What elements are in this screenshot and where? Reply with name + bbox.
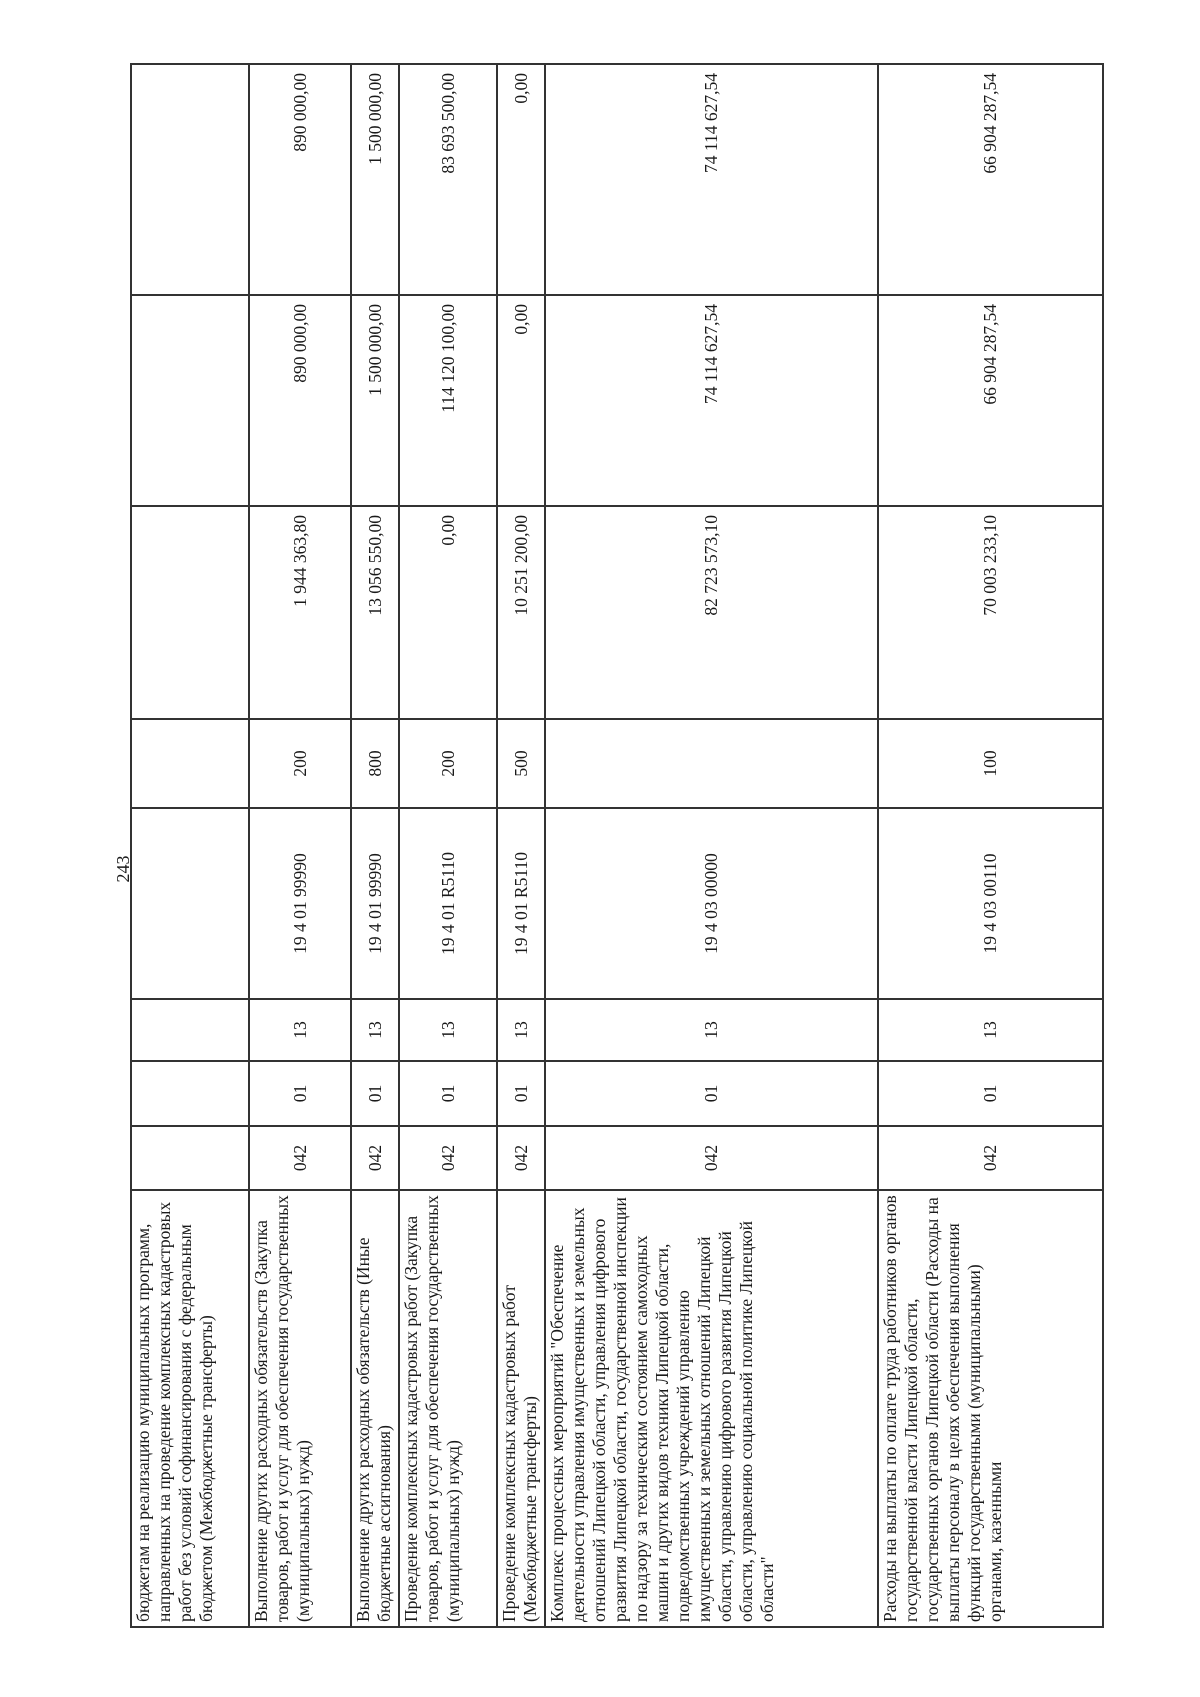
- amount-3: 890 000,00: [249, 64, 351, 295]
- amount-2: [131, 295, 249, 506]
- amount-3: 83 693 500,00: [399, 64, 497, 295]
- pr-code: 13: [249, 999, 351, 1061]
- table-row: [545, 64, 878, 1627]
- row-description: Проведение комплексных кадастровых работ (Межбюджетные трансферты): [497, 1190, 545, 1627]
- vr-code: 100: [878, 719, 1103, 808]
- amount-1: 10 251 200,00: [497, 506, 545, 719]
- pr-code: 13: [878, 999, 1103, 1061]
- row-description: Выполнение других расходных обязательств (Иные бюджетные ассигнования): [351, 1190, 399, 1627]
- table-row: [399, 64, 497, 1627]
- amount-2: 890 000,00: [249, 295, 351, 506]
- ved-code: 042: [249, 1126, 351, 1190]
- budget-table: [130, 63, 1104, 1628]
- table-row: [497, 64, 545, 1627]
- vr-code: [545, 719, 878, 808]
- amount-1: 1 944 363,80: [249, 506, 351, 719]
- vr-code: 500: [497, 719, 545, 808]
- amount-3: 0,00: [497, 64, 545, 295]
- amount-1: 0,00: [399, 506, 497, 719]
- table-row: [131, 64, 249, 1627]
- rz-code: 01: [545, 1061, 878, 1126]
- rz-code: 01: [399, 1061, 497, 1126]
- rz-code: 01: [497, 1061, 545, 1126]
- pr-code: [131, 999, 249, 1061]
- table-row: [878, 64, 1103, 1627]
- vr-code: 200: [249, 719, 351, 808]
- pr-code: 13: [497, 999, 545, 1061]
- row-description: Выполнение других расходных обязательств (Закупка товаров, работ и услуг для обеспечения государственных (муниципальных) нужд): [249, 1190, 351, 1627]
- amount-2: 1 500 000,00: [351, 295, 399, 506]
- table-row: [351, 64, 399, 1627]
- csr-code: 19 4 01 R5110: [497, 808, 545, 999]
- ved-code: [131, 1126, 249, 1190]
- rz-code: 01: [249, 1061, 351, 1126]
- vr-code: 800: [351, 719, 399, 808]
- vr-code: 200: [399, 719, 497, 808]
- pr-code: 13: [351, 999, 399, 1061]
- amount-1: [131, 506, 249, 719]
- amount-3: 74 114 627,54: [545, 64, 878, 295]
- ved-code: 042: [545, 1126, 878, 1190]
- amount-1: 70 003 233,10: [878, 506, 1103, 719]
- row-description: Проведение комплексных кадастровых работ (Закупка товаров, работ и услуг для обеспечения государственных (муниципальных) нужд): [399, 1190, 497, 1627]
- vr-code: [131, 719, 249, 808]
- page-number: 243: [112, 855, 133, 883]
- amount-3: 1 500 000,00: [351, 64, 399, 295]
- rz-code: 01: [878, 1061, 1103, 1126]
- csr-code: 19 4 01 99990: [249, 808, 351, 999]
- amount-3: [131, 64, 249, 295]
- csr-code: 19 4 01 R5110: [399, 808, 497, 999]
- rz-code: 01: [351, 1061, 399, 1126]
- amount-2: 74 114 627,54: [545, 295, 878, 506]
- amount-2: 66 904 287,54: [878, 295, 1103, 506]
- rz-code: [131, 1061, 249, 1126]
- csr-code: 19 4 03 00000: [545, 808, 878, 999]
- csr-code: 19 4 03 00110: [878, 808, 1103, 999]
- csr-code: 19 4 01 99990: [351, 808, 399, 999]
- rotated-table-container: [130, 65, 1102, 1628]
- ved-code: 042: [878, 1126, 1103, 1190]
- table-row: [249, 64, 351, 1627]
- ved-code: 042: [399, 1126, 497, 1190]
- amount-1: 13 056 550,00: [351, 506, 399, 719]
- amount-3: 66 904 287,54: [878, 64, 1103, 295]
- ved-code: 042: [497, 1126, 545, 1190]
- row-description: бюджетам на реализацию муниципальных программ, направленных на проведение комплексных кадастровых работ без условий софинансирования с федеральным бюджетом (Межбюджетные трансферты): [131, 1190, 249, 1627]
- row-description: Расходы на выплаты по оплате труда работников органов государственной власти Липецкой области, государственных органов Липецкой области (Расходы на выплаты персоналу в целях обеспечения выполнения функций государственными (муниципальными) органами, казенными: [878, 1190, 1103, 1627]
- pr-code: 13: [545, 999, 878, 1061]
- amount-2: 0,00: [497, 295, 545, 506]
- amount-1: 82 723 573,10: [545, 506, 878, 719]
- pr-code: 13: [399, 999, 497, 1061]
- csr-code: [131, 808, 249, 999]
- amount-2: 114 120 100,00: [399, 295, 497, 506]
- row-description: Комплекс процессных мероприятий "Обеспечение деятельности управления имущественных и земельных отношений Липецкой области, управления цифрового развития Липецкой области, государственной инспекции по надзору за техническим состоянием самоходных машин и других видов техники Липецкой области, подведомственных учреждений управлению имущественных и земельных отношений Липецкой области, управлению цифрового развития Липецкой области, управлению социальной политике Липецкой области": [545, 1190, 878, 1627]
- ved-code: 042: [351, 1126, 399, 1190]
